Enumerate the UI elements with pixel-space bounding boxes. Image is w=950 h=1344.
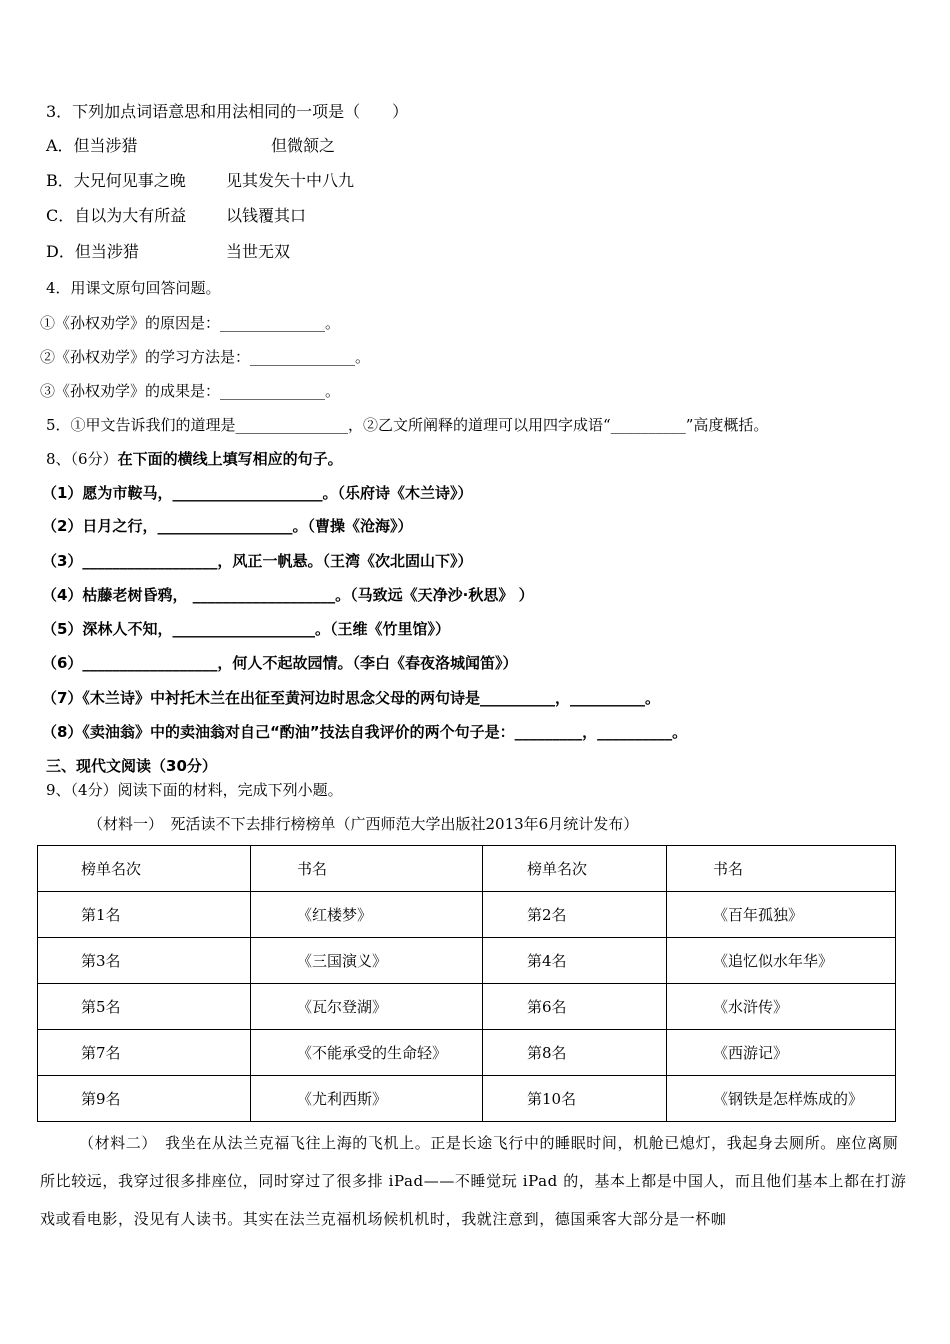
table-cell: 《尤利西斯》 xyxy=(251,1076,483,1122)
table-cell: 《百年孤独》 xyxy=(667,892,896,938)
table-cell: 第4名 xyxy=(483,938,667,984)
table-row xyxy=(38,1076,896,1122)
table-row xyxy=(38,938,896,984)
q3-option-a xyxy=(46,136,546,156)
table-cell: 第7名 xyxy=(38,1030,251,1076)
q8-item: （5）深林人不知，___________________。（王维《竹里馆》） xyxy=(42,620,450,638)
q4-item: ①《孙权劝学》的原因是：______________。 xyxy=(40,314,341,332)
table-cell: 《追忆似水年华》 xyxy=(667,938,896,984)
table-cell: 第2名 xyxy=(483,892,667,938)
table-header: 榜单名次 xyxy=(38,846,251,892)
table-cell: 第5名 xyxy=(38,984,251,1030)
q3-option-b xyxy=(46,171,546,191)
option-right: 当世无双 xyxy=(226,242,291,261)
table-cell: 《水浒传》 xyxy=(667,984,896,1030)
q3-option-c xyxy=(46,206,546,226)
ranking-table xyxy=(37,845,896,1122)
table-header: 榜单名次 xyxy=(483,846,667,892)
option-left: B．大兄何见事之晚 xyxy=(46,171,186,190)
table-header: 书名 xyxy=(667,846,896,892)
table-cell: 第6名 xyxy=(483,984,667,1030)
q8-item: （7）《木兰诗》中衬托木兰在出征至黄河边时思念父母的两句诗是__________，__________。 xyxy=(42,689,660,707)
option-left: C．自以为大有所益 xyxy=(46,206,187,225)
option-right: 见其发矢十中八九 xyxy=(226,171,355,190)
q8-stem xyxy=(46,449,343,469)
table-cell: 第8名 xyxy=(483,1030,667,1076)
q3-stem: 3．下列加点词语意思和用法相同的一项是（ ） xyxy=(46,102,409,121)
table-header: 书名 xyxy=(251,846,483,892)
table-cell: 第3名 xyxy=(38,938,251,984)
material1-caption: （材料一） 死活读不下去排行榜榜单（广西师范大学出版社2013年6月统计发布） xyxy=(88,815,639,833)
table-cell: 《钢铁是怎样炼成的》 xyxy=(667,1076,896,1122)
q5-text: 5．①甲文告诉我们的道理是_______________，②乙文所阐释的道理可以用四字成语“__________”高度概括。 xyxy=(46,416,769,434)
table-cell: 《红楼梦》 xyxy=(251,892,483,938)
q8-item: （4）枯藤老树昏鸦， ___________________。（马致远《天净沙·秋思》 ） xyxy=(42,586,534,604)
option-left: D．但当涉猎 xyxy=(46,242,139,261)
q8-item: （1）愿为市鞍马，____________________。（乐府诗《木兰诗》） xyxy=(42,484,473,502)
table-cell: 《西游记》 xyxy=(667,1030,896,1076)
section-heading: 三、现代文阅读（30分） xyxy=(46,757,217,775)
table-row xyxy=(38,984,896,1030)
q8-prefix: 8、（6分） xyxy=(46,450,118,468)
q8-instruction: 在下面的横线上填写相应的句子。 xyxy=(117,450,343,468)
q8-item: （8）《卖油翁》中的卖油翁对自己“酌油”技法自我评价的两个句子是：_________，__________。 xyxy=(42,723,688,741)
table-cell: 第1名 xyxy=(38,892,251,938)
table-cell: 第10名 xyxy=(483,1076,667,1122)
table-cell: 《瓦尔登湖》 xyxy=(251,984,483,1030)
q8-item: （6）__________________，何人不起故园情。（李白《春夜洛城闻笛》） xyxy=(42,654,518,672)
q8-item: （3）__________________，风正一帆悬。（王湾《次北固山下》） xyxy=(42,552,473,570)
table-row xyxy=(38,1030,896,1076)
table-cell: 第9名 xyxy=(38,1076,251,1122)
table-header-row xyxy=(38,846,896,892)
q3-option-d xyxy=(46,242,546,262)
table-row xyxy=(38,892,896,938)
option-right: 但微颔之 xyxy=(271,136,336,155)
table-cell: 《不能承受的生命轻》 xyxy=(251,1030,483,1076)
q4-item: ③《孙权劝学》的成果是：______________。 xyxy=(40,382,341,400)
table-cell: 《三国演义》 xyxy=(251,938,483,984)
option-left: A．但当涉猎 xyxy=(46,136,138,155)
q4-stem: 4．用课文原句回答问题。 xyxy=(46,279,221,297)
q4-item: ②《孙权劝学》的学习方法是：______________。 xyxy=(40,348,371,366)
q9-stem: 9、（4分）阅读下面的材料，完成下列小题。 xyxy=(46,781,343,799)
material2-paragraph: （材料二） 我坐在从法兰克福飞往上海的飞机上。正是长途飞行中的睡眠时间，机舱已熄灯，我起身去厕所。座位离厕所比较远，我穿过很多排座位，同时穿过了很多排 iPad——不睡觉玩 iPad 的，基本上都是中国人，而且他们基本上都在打游戏或看电影，没见有人读书。其实在法兰克福机场候机机时，我就注意到，德国乘客大部分是一杯咖 xyxy=(40,1134,907,1228)
q8-item: （2）日月之行，__________________。（曹操《沧海》） xyxy=(42,517,413,535)
option-right: 以钱覆其口 xyxy=(226,206,307,225)
